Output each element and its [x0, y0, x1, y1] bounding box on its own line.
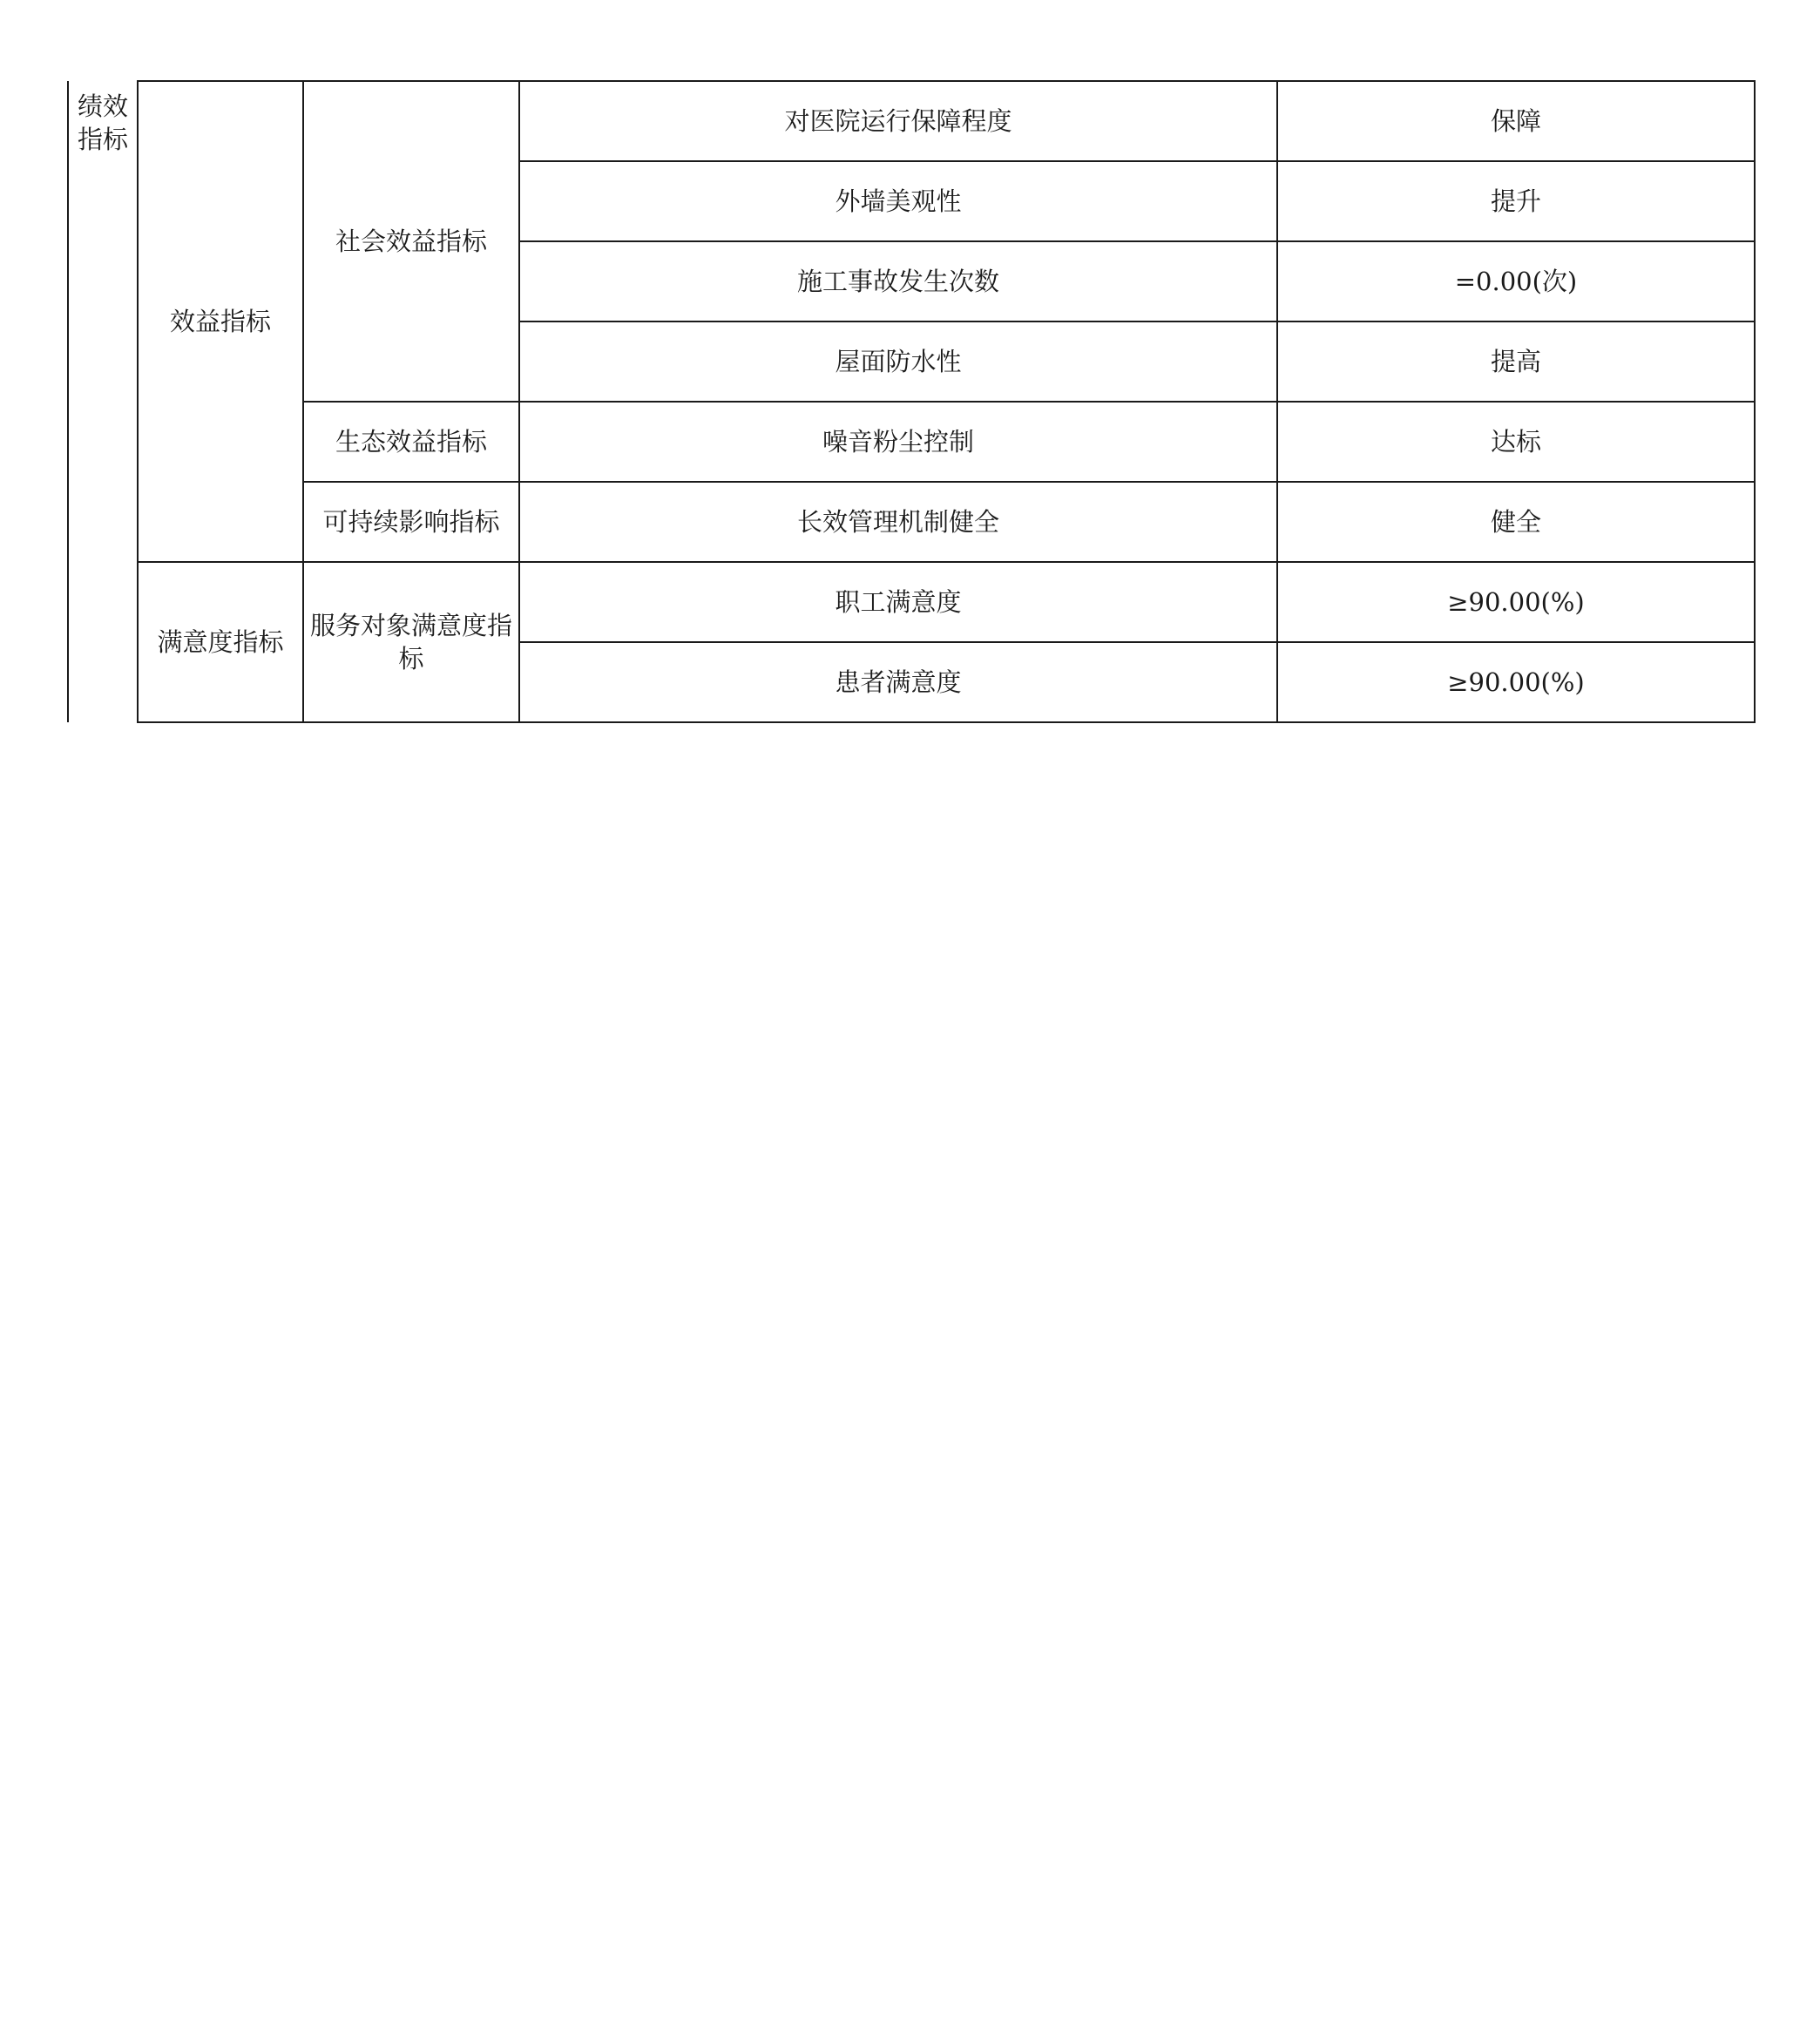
level1-indicator-cell — [68, 81, 138, 722]
indicator-name-cell: 施工事故发生次数 — [519, 241, 1277, 321]
indicator-name-cell: 对医院运行保障程度 — [519, 81, 1277, 161]
level1-indicator-label: 绩效指标 — [77, 91, 128, 154]
table-row — [68, 81, 1755, 161]
indicator-value-cell: 提高 — [1277, 321, 1755, 402]
level2-indicator-cell: 效益指标 — [138, 81, 303, 562]
performance-indicator-table — [67, 80, 1756, 723]
indicator-value-cell: 健全 — [1277, 482, 1755, 562]
indicator-name-cell: 患者满意度 — [519, 642, 1277, 722]
level3-indicator-cell: 社会效益指标 — [303, 81, 519, 402]
indicator-value-cell: ≥90.00(%) — [1277, 562, 1755, 642]
indicator-name-cell: 长效管理机制健全 — [519, 482, 1277, 562]
table-row — [68, 482, 1755, 562]
indicator-name-cell: 外墙美观性 — [519, 161, 1277, 241]
indicator-value-cell: 达标 — [1277, 402, 1755, 482]
indicator-value-cell: 提升 — [1277, 161, 1755, 241]
indicator-value-cell: ≥90.00(%) — [1277, 642, 1755, 722]
indicator-value-cell: 保障 — [1277, 81, 1755, 161]
indicator-name-cell: 屋面防水性 — [519, 321, 1277, 402]
table-row — [68, 562, 1755, 642]
indicator-name-cell: 噪音粉尘控制 — [519, 402, 1277, 482]
indicator-value-cell: =0.00(次) — [1277, 241, 1755, 321]
level3-indicator-cell: 可持续影响指标 — [303, 482, 519, 562]
level3-indicator-cell: 服务对象满意度指标 — [303, 562, 519, 722]
level2-indicator-cell: 满意度指标 — [138, 562, 303, 722]
indicator-name-cell: 职工满意度 — [519, 562, 1277, 642]
level3-indicator-cell: 生态效益指标 — [303, 402, 519, 482]
table-row — [68, 402, 1755, 482]
